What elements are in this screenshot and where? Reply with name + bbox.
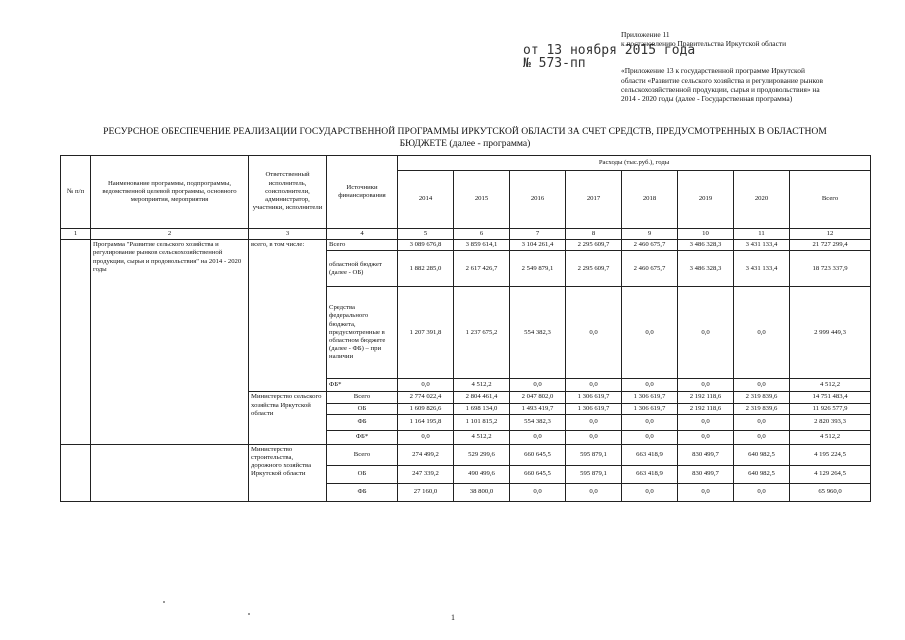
- source-cell: ФБ*: [327, 379, 398, 392]
- value-cell: 2 549 879,1: [510, 251, 566, 287]
- resp-ministry-construction: Министерство строительства, дорожного хозяйства Иркутской области: [249, 444, 327, 501]
- col-number: 8: [566, 229, 622, 240]
- table-row: [61, 240, 871, 251]
- value-cell: 1 306 619,7: [622, 392, 678, 403]
- table-body: [61, 156, 871, 502]
- value-cell: 0,0: [622, 430, 678, 444]
- source-cell: ФБ*: [327, 430, 398, 444]
- value-cell: 0,0: [622, 287, 678, 379]
- source-cell: Всего: [327, 444, 398, 465]
- value-cell: 2 460 675,7: [622, 240, 678, 251]
- value-cell: 640 982,5: [734, 465, 790, 483]
- value-cell: 0,0: [678, 430, 734, 444]
- value-cell: 1 698 134,0: [454, 403, 510, 414]
- col-number: 4: [327, 229, 398, 240]
- annex-line: «Приложение 13 к государственной программе Иркутской: [621, 66, 805, 76]
- total-cell: 65 960,0: [790, 483, 871, 501]
- header-year: 2015: [454, 171, 510, 229]
- source-cell: ФБ: [327, 483, 398, 501]
- annex-line: Приложение 11: [621, 30, 670, 39]
- value-cell: 2 460 675,7: [622, 251, 678, 287]
- total-cell: 2 820 393,3: [790, 414, 871, 430]
- total-cell: 11 926 577,9: [790, 403, 871, 414]
- col-number: 6: [454, 229, 510, 240]
- header-source: Источники финансирования: [327, 156, 398, 229]
- value-cell: 0,0: [510, 483, 566, 501]
- value-cell: 1 609 826,6: [398, 403, 454, 414]
- value-cell: 1 882 285,0: [398, 251, 454, 287]
- row-name-cell: [91, 444, 249, 501]
- total-cell: 4 195 224,5: [790, 444, 871, 465]
- value-cell: 274 499,2: [398, 444, 454, 465]
- program-name: Программа "Развитие сельского хозяйства и регулирование рынков сельскохозяйственной продукции, сырья и продовольствия" на 2014 - 2020 годы: [91, 240, 249, 445]
- value-cell: 0,0: [678, 287, 734, 379]
- value-cell: 2 295 609,7: [566, 240, 622, 251]
- total-cell: 18 723 337,9: [790, 251, 871, 287]
- annex-line: сельскохозяйственной продукции, сырья и продовольствия» на: [621, 84, 820, 94]
- value-cell: 0,0: [510, 379, 566, 392]
- value-cell: 3 486 328,3: [678, 240, 734, 251]
- value-cell: 3 859 614,1: [454, 240, 510, 251]
- scan-speck: [163, 601, 165, 603]
- value-cell: 830 499,7: [678, 444, 734, 465]
- value-cell: 0,0: [566, 414, 622, 430]
- col-number: 3: [249, 229, 327, 240]
- value-cell: 595 879,1: [566, 465, 622, 483]
- value-cell: 2 319 839,6: [734, 403, 790, 414]
- total-cell: 4 512,2: [790, 379, 871, 392]
- value-cell: 595 879,1: [566, 444, 622, 465]
- value-cell: 1 101 815,2: [454, 414, 510, 430]
- source-cell: Всего: [327, 392, 398, 403]
- col-number: 2: [91, 229, 249, 240]
- value-cell: 1 164 195,8: [398, 414, 454, 430]
- total-cell: 14 751 483,4: [790, 392, 871, 403]
- header-year: 2018: [622, 171, 678, 229]
- header-year: 2020: [734, 171, 790, 229]
- col-number: 5: [398, 229, 454, 240]
- header-num: № п/п: [61, 156, 91, 229]
- value-cell: 247 339,2: [398, 465, 454, 483]
- header-year: 2014: [398, 171, 454, 229]
- value-cell: 2 774 022,4: [398, 392, 454, 403]
- source-cell: ОБ: [327, 465, 398, 483]
- header-row: [61, 156, 871, 171]
- column-number-row: [61, 229, 871, 240]
- value-cell: 3 431 133,4: [734, 251, 790, 287]
- value-cell: 0,0: [566, 483, 622, 501]
- value-cell: 830 499,7: [678, 465, 734, 483]
- value-cell: 3 431 133,4: [734, 240, 790, 251]
- source-cell: Средства федерального бюджета, предусмотренные в областном бюджете (далее - ФБ) – при наличии: [327, 287, 398, 379]
- value-cell: 0,0: [566, 430, 622, 444]
- value-cell: 2 804 461,4: [454, 392, 510, 403]
- value-cell: 0,0: [734, 287, 790, 379]
- value-cell: 0,0: [566, 379, 622, 392]
- value-cell: 490 499,6: [454, 465, 510, 483]
- value-cell: 1 306 619,7: [566, 403, 622, 414]
- source-cell: Всего: [327, 240, 398, 251]
- annex-line: области «Развитие сельского хозяйства и регулирование рынков: [621, 75, 823, 85]
- source-cell: областной бюджет (далее - ОБ): [327, 251, 398, 287]
- value-cell: 640 982,5: [734, 444, 790, 465]
- date-stamp: [523, 44, 695, 70]
- value-cell: 27 160,0: [398, 483, 454, 501]
- value-cell: 3 486 328,3: [678, 251, 734, 287]
- col-number: 11: [734, 229, 790, 240]
- page-number: 1: [451, 613, 455, 622]
- value-cell: 3 104 261,4: [510, 240, 566, 251]
- header-year: 2017: [566, 171, 622, 229]
- header-name: Наименование программы, подпрограммы, ведомственной целевой программы, основного мероприятия, мероприятия: [91, 156, 249, 229]
- title-line: РЕСУРСНОЕ ОБЕСПЕЧЕНИЕ РЕАЛИЗАЦИИ ГОСУДАРСТВЕННОЙ ПРОГРАММЫ ИРКУТСКОЙ ОБЛАСТИ ЗА СЧЕТ СРЕДСТВ, ПРЕДУСМОТРЕННЫХ В ОБЛАСТНОМ: [103, 126, 827, 137]
- title-line: БЮДЖЕТЕ (далее - программа): [399, 138, 531, 149]
- value-cell: 660 645,5: [510, 465, 566, 483]
- document-title: [40, 126, 890, 150]
- header-year: 2016: [510, 171, 566, 229]
- col-number: 10: [678, 229, 734, 240]
- value-cell: 0,0: [510, 430, 566, 444]
- value-cell: 0,0: [734, 430, 790, 444]
- value-cell: 0,0: [678, 379, 734, 392]
- value-cell: 4 512,2: [454, 379, 510, 392]
- value-cell: 0,0: [622, 379, 678, 392]
- value-cell: 554 382,3: [510, 287, 566, 379]
- table-row: [61, 444, 871, 465]
- total-cell: 2 999 449,3: [790, 287, 871, 379]
- value-cell: 0,0: [678, 483, 734, 501]
- value-cell: 2 047 802,0: [510, 392, 566, 403]
- resp-ministry-agriculture: Министерство сельского хозяйства Иркутской области: [249, 392, 327, 444]
- col-number: 1: [61, 229, 91, 240]
- value-cell: 2 192 118,6: [678, 403, 734, 414]
- value-cell: 660 645,5: [510, 444, 566, 465]
- value-cell: 0,0: [734, 379, 790, 392]
- row-number-cell: [61, 444, 91, 501]
- scan-speck: [248, 613, 250, 615]
- value-cell: 1 493 419,7: [510, 403, 566, 414]
- header-total: Всего: [790, 171, 871, 229]
- value-cell: 0,0: [734, 414, 790, 430]
- value-cell: 2 192 118,6: [678, 392, 734, 403]
- source-cell: ОБ: [327, 403, 398, 414]
- value-cell: 38 800,0: [454, 483, 510, 501]
- col-number: 9: [622, 229, 678, 240]
- value-cell: 1 237 675,2: [454, 287, 510, 379]
- value-cell: 0,0: [398, 430, 454, 444]
- value-cell: 2 295 609,7: [566, 251, 622, 287]
- value-cell: 0,0: [398, 379, 454, 392]
- resp-total: всего, в том числе:: [249, 240, 327, 392]
- annex-line: 2014 - 2020 годы (далее - Государственная программа): [621, 94, 793, 104]
- total-cell: 4 129 264,5: [790, 465, 871, 483]
- value-cell: 663 418,9: [622, 444, 678, 465]
- value-cell: 529 299,6: [454, 444, 510, 465]
- value-cell: 4 512,2: [454, 430, 510, 444]
- header-year: 2019: [678, 171, 734, 229]
- value-cell: 3 089 676,8: [398, 240, 454, 251]
- col-number: 7: [510, 229, 566, 240]
- resource-table: [60, 155, 871, 502]
- value-cell: 0,0: [622, 414, 678, 430]
- stamp-date: от 13 ноября 2015 года: [523, 43, 696, 58]
- col-number: 12: [790, 229, 871, 240]
- total-cell: 21 727 299,4: [790, 240, 871, 251]
- header-resp: Ответственный исполнитель, соисполнители, администратор, участники, исполнители: [249, 156, 327, 229]
- row-number-cell: [61, 240, 91, 445]
- value-cell: 0,0: [622, 483, 678, 501]
- total-cell: 4 512,2: [790, 430, 871, 444]
- value-cell: 1 306 619,7: [622, 403, 678, 414]
- annex-line: к постановлению Правительства Иркутской области: [621, 39, 787, 49]
- header-expenses: Расходы (тыс.руб.), годы: [398, 156, 871, 171]
- value-cell: 554 382,3: [510, 414, 566, 430]
- value-cell: 1 306 619,7: [566, 392, 622, 403]
- value-cell: 1 207 391,8: [398, 287, 454, 379]
- value-cell: 0,0: [678, 414, 734, 430]
- value-cell: 2 319 839,6: [734, 392, 790, 403]
- value-cell: 663 418,9: [622, 465, 678, 483]
- value-cell: 0,0: [734, 483, 790, 501]
- value-cell: 2 617 426,7: [454, 251, 510, 287]
- value-cell: 0,0: [566, 287, 622, 379]
- stamp-number: № 573-пп: [523, 56, 586, 71]
- source-cell: ФБ: [327, 414, 398, 430]
